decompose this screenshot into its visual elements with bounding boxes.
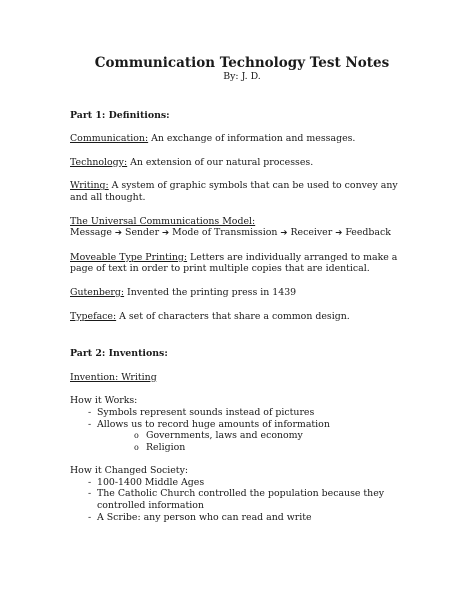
definition-term: Moveable Type Printing: (70, 251, 188, 263)
dash-bullet: - (88, 418, 92, 430)
how-it-changed-section (70, 465, 414, 523)
list-item-text: Religion (146, 441, 186, 453)
circle-bullet: o (134, 442, 139, 452)
part1-heading: Part 1: Definitions: (70, 109, 170, 121)
definition-text: A system of graphic symbols that can be used to convey any and all thought. (70, 180, 398, 203)
definition-term: Technology: (70, 156, 128, 168)
definition-text: An exchange of information and messages. (148, 133, 356, 145)
model-step-mode: Mode of Transmission (172, 227, 278, 239)
definition-technology (70, 157, 414, 169)
definition-writing (70, 180, 414, 203)
list-item (70, 407, 414, 419)
definition-text: An extension of our natural processes. (127, 156, 314, 168)
arrow-right-icon: ➔ (335, 228, 343, 239)
definition-term: Typeface: (70, 310, 117, 322)
arrow-right-icon: ➔ (114, 228, 123, 239)
arrow-right-icon: ➔ (162, 228, 170, 239)
how-it-changed-list (70, 477, 414, 523)
invention-heading: Invention: Writing (70, 371, 157, 383)
communications-model (70, 216, 414, 240)
list-item (70, 488, 414, 511)
list-item (70, 430, 414, 442)
definition-term: Communication: (70, 133, 149, 145)
dash-bullet: - (88, 488, 92, 500)
list-item-text: The Catholic Church controlled the population because they controlled information (97, 488, 385, 512)
list-item-text: Symbols represent sounds instead of pictures (97, 406, 315, 418)
list-item (70, 477, 414, 489)
list-item (70, 419, 414, 431)
list-item (70, 442, 414, 454)
list-item-text: Governments, laws and economy (146, 430, 303, 442)
how-it-works-list (70, 407, 414, 430)
circle-bullet: o (134, 431, 139, 441)
definition-moveable-type (70, 252, 414, 275)
model-flow (70, 227, 414, 240)
list-item-text: 100-1400 Middle Ages (97, 476, 205, 488)
model-term: The Universal Communications Model: (70, 215, 256, 227)
dash-bullet: - (88, 406, 92, 418)
definition-communication (70, 133, 414, 145)
document-title: Communication Technology Test Notes (94, 55, 390, 71)
how-it-changed-label: How it Changed Society: (70, 465, 189, 477)
arrow-right-icon: ➔ (280, 228, 288, 239)
dash-bullet: - (88, 476, 92, 488)
how-it-works-sublist (70, 430, 414, 453)
how-it-works-label: How it Works: (70, 395, 138, 407)
model-step-message: Message (70, 227, 112, 239)
how-it-works-section (70, 395, 414, 453)
definition-term: Writing: (70, 180, 109, 192)
definition-typeface (70, 311, 414, 323)
definition-text: Invented the printing press in 1439 (124, 286, 297, 298)
document-byline: By: J. D. (223, 71, 261, 82)
definition-gutenberg (70, 287, 414, 299)
model-step-sender: Sender (125, 227, 160, 239)
model-step-feedback: Feedback (345, 227, 391, 239)
model-step-receiver: Receiver (290, 227, 333, 239)
definition-text: Letters are individually arranged to make a page of text in order to print multiple copies that are identical. (70, 251, 398, 275)
list-item (70, 512, 414, 524)
list-item-text: Allows us to record huge amounts of information (97, 418, 330, 430)
list-item-text: A Scribe: any person who can read and write (97, 511, 312, 523)
part2-heading: Part 2: Inventions: (70, 348, 168, 360)
dash-bullet: - (88, 511, 92, 523)
definition-text: A set of characters that share a common design. (116, 310, 350, 322)
definition-term: Gutenberg: (70, 286, 125, 298)
